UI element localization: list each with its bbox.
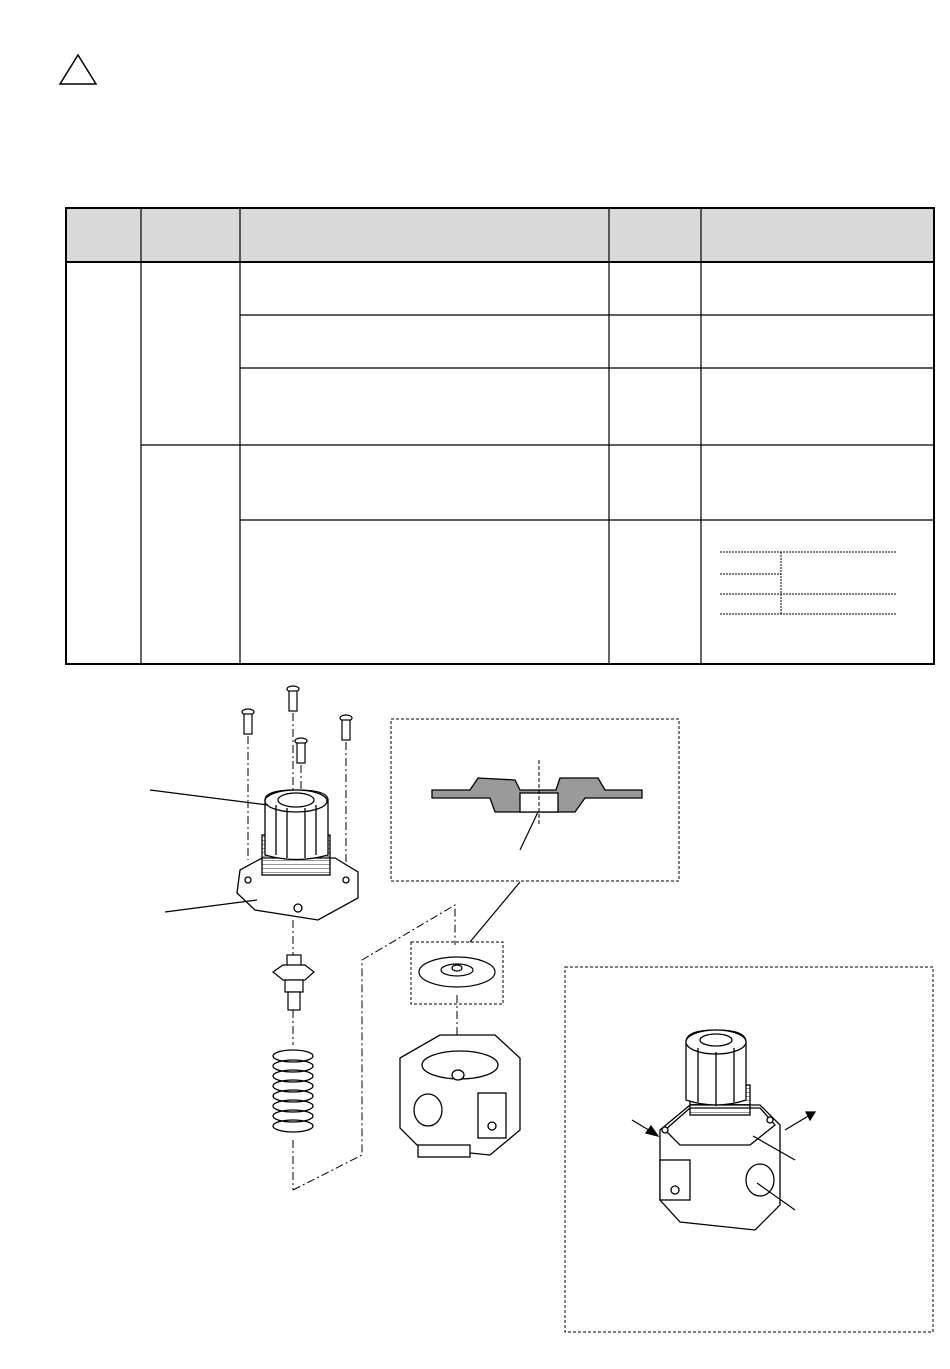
- assembled-regulator: [660, 1030, 780, 1230]
- cross-section: [432, 760, 642, 850]
- spring: [273, 1050, 313, 1132]
- diaphragm: [419, 957, 495, 987]
- regulator-body: [400, 1035, 520, 1157]
- valve-stem: [273, 955, 314, 1010]
- screw-icon: [242, 686, 352, 763]
